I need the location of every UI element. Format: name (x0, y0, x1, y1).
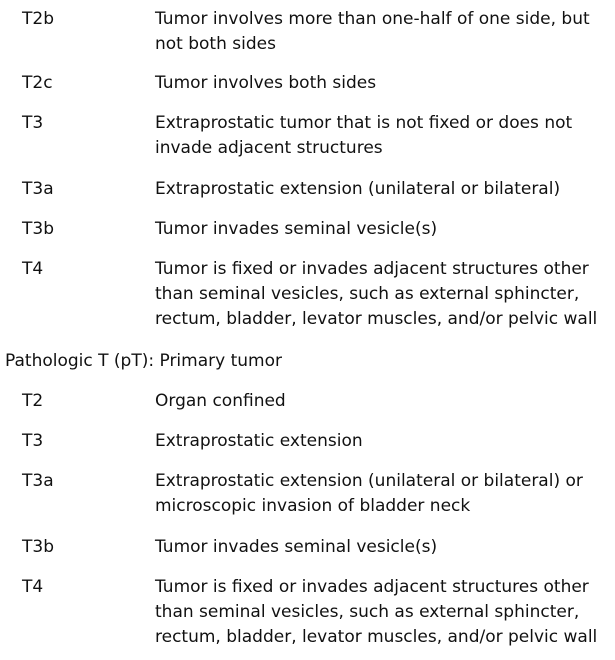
section-heading: Pathologic T (pT): Primary tumor (5, 351, 282, 371)
stage-code: T3 (22, 113, 44, 133)
stage-code: T2c (22, 73, 53, 93)
stage-description: Extraprostatic extension (155, 431, 363, 451)
stage-description: Organ confined (155, 391, 286, 411)
stage-code: T3 (22, 431, 44, 451)
stage-code: T3b (22, 219, 54, 239)
stage-code: T4 (22, 577, 44, 597)
stage-description: Extraprostatic extension (unilateral or bilateral) (155, 179, 561, 199)
stage-description: Tumor involves more than one-half of one side, but not both sides (155, 9, 590, 54)
stage-code: T2b (22, 9, 54, 29)
stage-description: Tumor involves both sides (155, 73, 377, 93)
stage-description: Extraprostatic extension (unilateral or bilateral) or microscopic invasion of bladder neck (155, 471, 583, 516)
stage-code: T3b (22, 537, 54, 557)
stage-code: T2 (22, 391, 44, 411)
stage-description: Tumor invades seminal vesicle(s) (155, 219, 438, 239)
stage-description: Extraprostatic tumor that is not fixed or does not invade adjacent structures (155, 113, 573, 158)
stage-code: T3a (22, 179, 54, 199)
stage-code: T3a (22, 471, 54, 491)
stage-description: Tumor is fixed or invades adjacent structures other than seminal vesicles, such as external sphincter, rectum, bladder, levator muscles, and/or pelvic wall (155, 259, 598, 329)
stage-description: Tumor is fixed or invades adjacent structures other than seminal vesicles, such as external sphincter, rectum, bladder, levator muscles, and/or pelvic wall (155, 577, 598, 647)
stage-code: T4 (22, 259, 44, 279)
stage-description: Tumor invades seminal vesicle(s) (155, 537, 438, 557)
